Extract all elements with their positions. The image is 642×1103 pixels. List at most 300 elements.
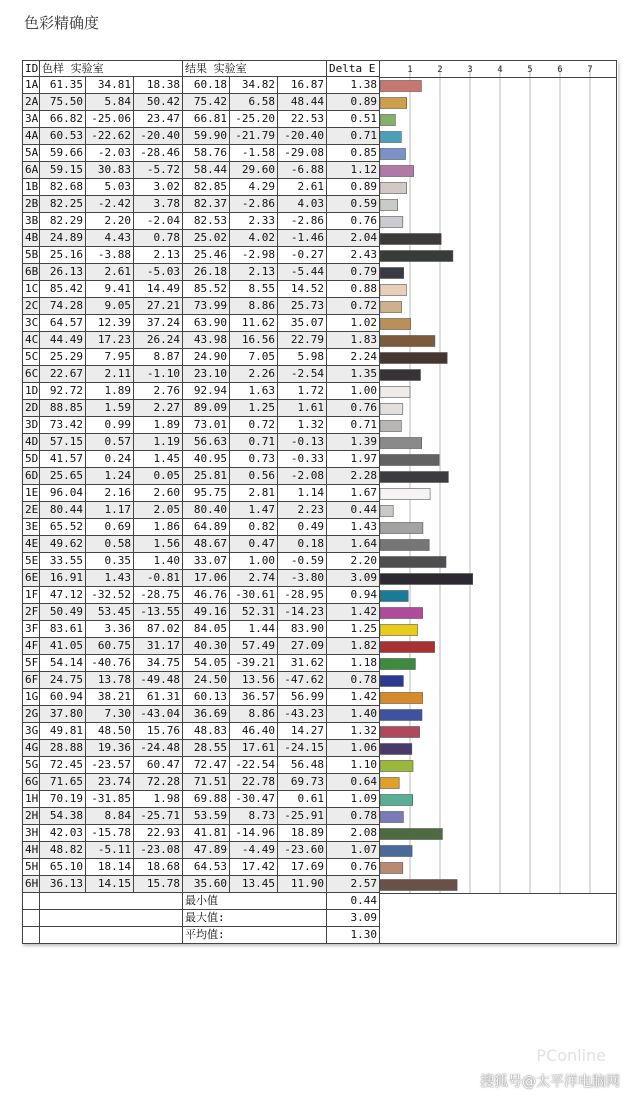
- cell-sample-b: -1.10: [134, 366, 183, 383]
- bar-4E: [380, 540, 429, 551]
- cell-sample-a: 13.78: [86, 672, 134, 689]
- table-row: [23, 791, 380, 808]
- cell-sample-l: 28.88: [40, 740, 86, 757]
- cell-result-a: 17.42: [230, 859, 278, 876]
- cell-delta-e: 1.32: [327, 723, 380, 740]
- table-row: [23, 434, 380, 451]
- cell-result-l: 48.67: [183, 536, 230, 553]
- cell-sample-a: 17.23: [86, 332, 134, 349]
- cell-sample-a: 4.43: [86, 230, 134, 247]
- cell-result-a: 2.26: [230, 366, 278, 383]
- table-row: [23, 706, 380, 723]
- cell-result-l: 60.18: [183, 77, 230, 94]
- table-row: [23, 468, 380, 485]
- cell-result-l: 64.53: [183, 859, 230, 876]
- cell-delta-e: 1.07: [327, 842, 380, 859]
- table-row: [23, 179, 380, 196]
- table-row: [23, 213, 380, 230]
- cell-id: 3B: [23, 213, 40, 230]
- cell-sample-b: 18.38: [134, 77, 183, 94]
- watermark: 搜狐号@太平洋电脑网: [480, 1074, 620, 1090]
- cell-sample-b: 61.31: [134, 689, 183, 706]
- delta-e-bar-chart: [380, 60, 617, 944]
- cell-result-a: 29.60: [230, 162, 278, 179]
- cell-sample-l: 60.94: [40, 689, 86, 706]
- cell-id: 6F: [23, 672, 40, 689]
- summary-blank: [23, 910, 40, 927]
- cell-sample-l: 65.10: [40, 859, 86, 876]
- summary-value: 3.09: [327, 910, 380, 927]
- table-row: [23, 485, 380, 502]
- cell-result-l: 92.94: [183, 383, 230, 400]
- cell-result-l: 36.69: [183, 706, 230, 723]
- cell-sample-b: -28.75: [134, 587, 183, 604]
- cell-result-l: 58.44: [183, 162, 230, 179]
- cell-id: 4A: [23, 128, 40, 145]
- cell-id: 6D: [23, 468, 40, 485]
- bar-4D: [380, 438, 422, 449]
- cell-id: 6H: [23, 876, 40, 893]
- cell-sample-l: 22.67: [40, 366, 86, 383]
- cell-sample-b: -43.04: [134, 706, 183, 723]
- table-row: [23, 876, 380, 893]
- cell-result-b: -47.62: [278, 672, 327, 689]
- cell-result-a: 1.63: [230, 383, 278, 400]
- cell-result-b: -23.60: [278, 842, 327, 859]
- cell-result-l: 69.88: [183, 791, 230, 808]
- cell-result-b: 5.98: [278, 349, 327, 366]
- cell-delta-e: 0.88: [327, 281, 380, 298]
- cell-result-l: 41.81: [183, 825, 230, 842]
- cell-delta-e: 2.04: [327, 230, 380, 247]
- bar-5A: [380, 149, 406, 160]
- cell-result-a: 16.56: [230, 332, 278, 349]
- cell-sample-b: 2.05: [134, 502, 183, 519]
- cell-delta-e: 0.78: [327, 672, 380, 689]
- cell-result-b: 56.48: [278, 757, 327, 774]
- cell-sample-b: -5.03: [134, 264, 183, 281]
- cell-result-l: 35.60: [183, 876, 230, 893]
- cell-sample-l: 64.57: [40, 315, 86, 332]
- cell-result-a: 0.71: [230, 434, 278, 451]
- table-row: [23, 196, 380, 213]
- cell-delta-e: 0.72: [327, 298, 380, 315]
- cell-id: 3C: [23, 315, 40, 332]
- table-row: [23, 111, 380, 128]
- cell-result-a: 0.73: [230, 451, 278, 468]
- cell-id: 3G: [23, 723, 40, 740]
- bar-3G: [380, 727, 420, 738]
- cell-sample-a: 5.03: [86, 179, 134, 196]
- cell-sample-b: -2.04: [134, 213, 183, 230]
- cell-id: 4D: [23, 434, 40, 451]
- cell-id: 2A: [23, 94, 40, 111]
- cell-sample-l: 54.14: [40, 655, 86, 672]
- cell-sample-l: 59.15: [40, 162, 86, 179]
- cell-sample-a: 2.20: [86, 213, 134, 230]
- cell-result-l: 25.46: [183, 247, 230, 264]
- cell-id: 5B: [23, 247, 40, 264]
- cell-result-b: -5.44: [278, 264, 327, 281]
- cell-id: 1H: [23, 791, 40, 808]
- cell-sample-b: 22.93: [134, 825, 183, 842]
- cell-id: 6B: [23, 264, 40, 281]
- cell-sample-l: 49.81: [40, 723, 86, 740]
- table-row: [23, 655, 380, 672]
- cell-result-a: 2.81: [230, 485, 278, 502]
- bar-4A: [380, 132, 401, 143]
- cell-sample-a: 0.24: [86, 451, 134, 468]
- cell-result-a: -4.49: [230, 842, 278, 859]
- cell-sample-l: 25.65: [40, 468, 86, 485]
- cell-result-b: 1.32: [278, 417, 327, 434]
- cell-sample-b: 72.28: [134, 774, 183, 791]
- cell-id: 3D: [23, 417, 40, 434]
- cell-sample-b: 3.78: [134, 196, 183, 213]
- bar-4B: [380, 234, 441, 245]
- cell-sample-l: 96.04: [40, 485, 86, 502]
- cell-delta-e: 1.42: [327, 604, 380, 621]
- cell-result-a: 1.47: [230, 502, 278, 519]
- cell-id: 4F: [23, 638, 40, 655]
- cell-result-l: 24.90: [183, 349, 230, 366]
- cell-sample-b: 3.02: [134, 179, 183, 196]
- cell-sample-l: 92.72: [40, 383, 86, 400]
- cell-result-l: 60.13: [183, 689, 230, 706]
- cell-sample-a: 30.83: [86, 162, 134, 179]
- cell-sample-l: 88.85: [40, 400, 86, 417]
- cell-sample-b: -28.46: [134, 145, 183, 162]
- cell-result-b: 0.49: [278, 519, 327, 536]
- bar-3D: [380, 421, 401, 432]
- cell-result-b: 48.44: [278, 94, 327, 111]
- summary-blank: [23, 893, 40, 910]
- cell-result-a: 1.25: [230, 400, 278, 417]
- cell-result-a: -21.79: [230, 128, 278, 145]
- cell-result-l: 82.53: [183, 213, 230, 230]
- cell-sample-b: 0.05: [134, 468, 183, 485]
- cell-sample-l: 59.66: [40, 145, 86, 162]
- cell-delta-e: 2.20: [327, 553, 380, 570]
- table-row: [23, 536, 380, 553]
- bar-3H: [380, 829, 442, 840]
- cell-sample-l: 36.13: [40, 876, 86, 893]
- cell-sample-b: 15.78: [134, 876, 183, 893]
- cell-result-b: 27.09: [278, 638, 327, 655]
- summary-blank: [23, 927, 40, 944]
- cell-sample-a: 2.16: [86, 485, 134, 502]
- cell-result-b: -14.23: [278, 604, 327, 621]
- cell-result-b: -0.13: [278, 434, 327, 451]
- cell-id: 2H: [23, 808, 40, 825]
- table-row: [23, 740, 380, 757]
- cell-delta-e: 1.09: [327, 791, 380, 808]
- cell-delta-e: 1.00: [327, 383, 380, 400]
- cell-sample-l: 25.29: [40, 349, 86, 366]
- cell-id: 2C: [23, 298, 40, 315]
- cell-result-a: 0.47: [230, 536, 278, 553]
- table-row: [23, 417, 380, 434]
- cell-result-l: 72.47: [183, 757, 230, 774]
- cell-result-a: -1.58: [230, 145, 278, 162]
- cell-result-b: 14.27: [278, 723, 327, 740]
- cell-sample-l: 49.62: [40, 536, 86, 553]
- table-row: [23, 349, 380, 366]
- cell-result-a: 2.13: [230, 264, 278, 281]
- cell-result-a: -25.20: [230, 111, 278, 128]
- cell-result-l: 46.76: [183, 587, 230, 604]
- cell-sample-a: 2.61: [86, 264, 134, 281]
- cell-sample-l: 65.52: [40, 519, 86, 536]
- cell-delta-e: 1.25: [327, 621, 380, 638]
- table-row: [23, 689, 380, 706]
- cell-delta-e: 1.67: [327, 485, 380, 502]
- summary-value: 1.30: [327, 927, 380, 944]
- cell-id: 5G: [23, 757, 40, 774]
- summary-row: [23, 910, 380, 927]
- cell-sample-b: -49.48: [134, 672, 183, 689]
- cell-sample-a: 8.84: [86, 808, 134, 825]
- cell-delta-e: 1.35: [327, 366, 380, 383]
- cell-result-b: 2.61: [278, 179, 327, 196]
- cell-result-l: 25.81: [183, 468, 230, 485]
- cell-sample-a: 1.17: [86, 502, 134, 519]
- cell-id: 5F: [23, 655, 40, 672]
- x-tick-label: 2: [437, 65, 443, 75]
- cell-sample-l: 57.15: [40, 434, 86, 451]
- cell-delta-e: 1.97: [327, 451, 380, 468]
- cell-result-b: 69.73: [278, 774, 327, 791]
- bar-3B: [380, 217, 403, 228]
- cell-result-l: 59.90: [183, 128, 230, 145]
- cell-sample-l: 85.42: [40, 281, 86, 298]
- bar-5E: [380, 557, 446, 568]
- cell-delta-e: 1.64: [327, 536, 380, 553]
- cell-sample-a: 38.21: [86, 689, 134, 706]
- cell-result-l: 89.09: [183, 400, 230, 417]
- cell-result-l: 64.89: [183, 519, 230, 536]
- cell-sample-l: 42.03: [40, 825, 86, 842]
- cell-sample-l: 72.45: [40, 757, 86, 774]
- table-row: [23, 825, 380, 842]
- cell-id: 5E: [23, 553, 40, 570]
- x-tick-label: 4: [497, 65, 503, 75]
- cell-sample-b: 34.75: [134, 655, 183, 672]
- cell-delta-e: 2.28: [327, 468, 380, 485]
- cell-result-a: 0.82: [230, 519, 278, 536]
- cell-result-a: -2.86: [230, 196, 278, 213]
- cell-sample-b: 14.49: [134, 281, 183, 298]
- cell-result-b: -2.86: [278, 213, 327, 230]
- cell-sample-b: -20.40: [134, 128, 183, 145]
- cell-result-a: 8.86: [230, 298, 278, 315]
- bar-2F: [380, 608, 423, 619]
- cell-sample-b: 2.27: [134, 400, 183, 417]
- cell-id: 6G: [23, 774, 40, 791]
- cell-sample-a: -3.88: [86, 247, 134, 264]
- cell-sample-b: 27.21: [134, 298, 183, 315]
- cell-result-b: 0.18: [278, 536, 327, 553]
- cell-result-b: -29.08: [278, 145, 327, 162]
- bar-1D: [380, 387, 410, 398]
- cell-sample-b: 2.60: [134, 485, 183, 502]
- cell-sample-a: -2.42: [86, 196, 134, 213]
- cell-sample-l: 75.50: [40, 94, 86, 111]
- cell-sample-b: 15.76: [134, 723, 183, 740]
- cell-sample-b: -25.71: [134, 808, 183, 825]
- table-row: [23, 519, 380, 536]
- bar-5B: [380, 251, 453, 262]
- cell-sample-b: 1.45: [134, 451, 183, 468]
- table-header-row: [23, 61, 380, 77]
- summary-row: [23, 893, 380, 910]
- cell-sample-a: -31.85: [86, 791, 134, 808]
- cell-sample-l: 25.16: [40, 247, 86, 264]
- bar-1B: [380, 183, 407, 194]
- cell-delta-e: 2.08: [327, 825, 380, 842]
- cell-sample-l: 74.28: [40, 298, 86, 315]
- cell-result-b: 14.52: [278, 281, 327, 298]
- cell-sample-l: 73.42: [40, 417, 86, 434]
- cell-sample-b: -24.48: [134, 740, 183, 757]
- bar-5C: [380, 353, 447, 364]
- cell-delta-e: 1.38: [327, 77, 380, 94]
- cell-result-a: 57.49: [230, 638, 278, 655]
- table-row: [23, 298, 380, 315]
- cell-sample-b: 60.47: [134, 757, 183, 774]
- cell-result-l: 84.05: [183, 621, 230, 638]
- cell-id: 1B: [23, 179, 40, 196]
- cell-delta-e: 1.82: [327, 638, 380, 655]
- cell-sample-b: 1.40: [134, 553, 183, 570]
- cell-result-b: -0.33: [278, 451, 327, 468]
- cell-result-a: 22.78: [230, 774, 278, 791]
- cell-result-l: 48.83: [183, 723, 230, 740]
- cell-delta-e: 0.85: [327, 145, 380, 162]
- bar-6F: [380, 676, 403, 687]
- bar-1F: [380, 591, 408, 602]
- cell-result-a: 4.29: [230, 179, 278, 196]
- cell-result-b: -24.15: [278, 740, 327, 757]
- cell-sample-b: 1.86: [134, 519, 183, 536]
- cell-result-l: 71.51: [183, 774, 230, 791]
- cell-sample-l: 82.29: [40, 213, 86, 230]
- cell-result-b: 17.69: [278, 859, 327, 876]
- table-row: [23, 587, 380, 604]
- table-row: [23, 247, 380, 264]
- cell-result-l: 66.81: [183, 111, 230, 128]
- cell-result-a: 13.56: [230, 672, 278, 689]
- cell-sample-a: 34.81: [86, 77, 134, 94]
- table-row: [23, 94, 380, 111]
- cell-delta-e: 3.09: [327, 570, 380, 587]
- bar-1C: [380, 285, 406, 296]
- cell-sample-l: 37.80: [40, 706, 86, 723]
- cell-delta-e: 1.43: [327, 519, 380, 536]
- cell-id: 5D: [23, 451, 40, 468]
- cell-sample-a: 9.41: [86, 281, 134, 298]
- cell-result-b: -6.88: [278, 162, 327, 179]
- cell-delta-e: 1.02: [327, 315, 380, 332]
- bar-2D: [380, 404, 403, 415]
- cell-sample-a: -2.03: [86, 145, 134, 162]
- summary-blank: [40, 927, 183, 944]
- cell-result-a: 52.31: [230, 604, 278, 621]
- cell-result-l: 75.42: [183, 94, 230, 111]
- cell-sample-b: 1.56: [134, 536, 183, 553]
- cell-sample-l: 82.68: [40, 179, 86, 196]
- cell-sample-a: 1.89: [86, 383, 134, 400]
- cell-id: 3H: [23, 825, 40, 842]
- cell-result-b: -2.54: [278, 366, 327, 383]
- bar-6D: [380, 472, 448, 483]
- cell-sample-b: 1.98: [134, 791, 183, 808]
- cell-id: 1D: [23, 383, 40, 400]
- cell-result-a: 0.72: [230, 417, 278, 434]
- x-tick-label: 1: [407, 65, 413, 75]
- cell-id: 4G: [23, 740, 40, 757]
- cell-result-l: 47.89: [183, 842, 230, 859]
- cell-result-a: 2.74: [230, 570, 278, 587]
- cell-id: 6C: [23, 366, 40, 383]
- cell-result-a: -22.54: [230, 757, 278, 774]
- cell-result-l: 40.30: [183, 638, 230, 655]
- cell-id: 5H: [23, 859, 40, 876]
- cell-sample-a: 7.30: [86, 706, 134, 723]
- cell-delta-e: 0.59: [327, 196, 380, 213]
- cell-sample-b: 18.68: [134, 859, 183, 876]
- cell-result-a: 4.02: [230, 230, 278, 247]
- header-sample-lab: 色样 实验室: [40, 61, 183, 77]
- bar-5F: [380, 659, 415, 670]
- cell-sample-l: 70.19: [40, 791, 86, 808]
- cell-result-b: -1.46: [278, 230, 327, 247]
- table-row: [23, 570, 380, 587]
- cell-result-a: 11.62: [230, 315, 278, 332]
- cell-result-a: 13.45: [230, 876, 278, 893]
- cell-id: 6A: [23, 162, 40, 179]
- cell-delta-e: 1.83: [327, 332, 380, 349]
- header-delta-e: Delta E: [327, 61, 380, 77]
- cell-result-b: -28.95: [278, 587, 327, 604]
- cell-result-a: 8.73: [230, 808, 278, 825]
- cell-sample-b: 37.24: [134, 315, 183, 332]
- cell-result-l: 56.63: [183, 434, 230, 451]
- cell-sample-a: 0.69: [86, 519, 134, 536]
- cell-id: 2G: [23, 706, 40, 723]
- cell-sample-a: 9.05: [86, 298, 134, 315]
- summary-blank: [40, 910, 183, 927]
- cell-id: 3A: [23, 111, 40, 128]
- cell-result-l: 95.75: [183, 485, 230, 502]
- cell-sample-a: 23.74: [86, 774, 134, 791]
- cell-sample-a: 0.58: [86, 536, 134, 553]
- cell-result-b: 22.53: [278, 111, 327, 128]
- cell-sample-l: 24.75: [40, 672, 86, 689]
- bar-4H: [380, 846, 412, 857]
- cell-sample-l: 41.57: [40, 451, 86, 468]
- cell-sample-a: 12.39: [86, 315, 134, 332]
- cell-sample-l: 61.35: [40, 77, 86, 94]
- cell-result-l: 49.16: [183, 604, 230, 621]
- bar-2C: [380, 302, 402, 313]
- table-row: [23, 281, 380, 298]
- cell-sample-b: 8.87: [134, 349, 183, 366]
- summary-label: 最大值:: [183, 910, 327, 927]
- cell-delta-e: 1.12: [327, 162, 380, 179]
- cell-sample-l: 66.82: [40, 111, 86, 128]
- cell-id: 5C: [23, 349, 40, 366]
